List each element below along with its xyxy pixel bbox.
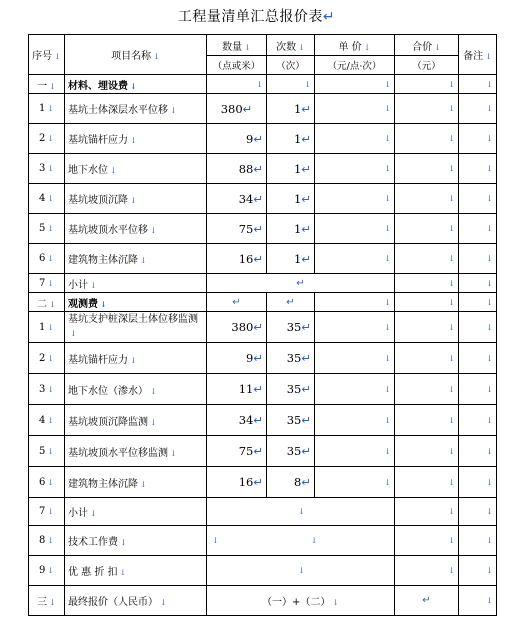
row-item: 基坑坡顶沉降监测 ↓ <box>65 405 207 436</box>
cell-empty: ↓ <box>395 526 459 556</box>
row-total: ↓ <box>395 154 459 184</box>
row-total: ↓ <box>395 94 459 124</box>
subtotal1-value: ↵ <box>207 274 395 293</box>
row-note: ↓ <box>459 124 497 154</box>
subtotal2-label: 小计 ↓ <box>65 498 207 526</box>
row-seq: 1 ↓ <box>29 94 65 124</box>
row-seq: 3 ↓ <box>29 154 65 184</box>
row-total: ↓ <box>395 184 459 214</box>
row-note: ↓ <box>459 312 497 343</box>
row-item: 基坑支护桩深层土体位移监测↓ <box>65 312 207 343</box>
cell-empty: ↓ <box>459 498 497 526</box>
subtotal1-seq: 7 ↓ <box>29 274 65 293</box>
cell-empty: ↓ <box>395 556 459 586</box>
table-row <box>29 405 497 436</box>
row-price: ↓ <box>315 244 395 274</box>
row-note: ↓ <box>459 467 497 498</box>
section2-seq: 二 ↓ <box>29 293 65 312</box>
cell-empty: ↓ <box>395 498 459 526</box>
row-total: ↓ <box>395 405 459 436</box>
row-item: 基坑锚杆应力 ↓ <box>65 124 207 154</box>
subtotal2-seq: 7 ↓ <box>29 498 65 526</box>
row-price: ↓ <box>315 154 395 184</box>
row-total: ↓ <box>395 374 459 405</box>
row-qty: 380↵ <box>207 94 267 124</box>
table-row <box>29 244 497 274</box>
row-note: ↓ <box>459 154 497 184</box>
row-price: ↓ <box>315 467 395 498</box>
row-price: ↓ <box>315 405 395 436</box>
discount-label: 优 惠 折 扣 ↓ <box>65 556 207 586</box>
row-total: ↓ <box>395 214 459 244</box>
final-formula: （一）+（二） ↓ <box>207 586 395 616</box>
row-total: ↓ <box>395 467 459 498</box>
row-qty: 11↵ <box>207 374 267 405</box>
row-seq: 1 ↓ <box>29 312 65 343</box>
row-total: ↓ <box>395 312 459 343</box>
discount-row <box>29 556 497 586</box>
header-times: 次数 ↓ <box>267 35 315 56</box>
row-times: 1↵ <box>267 214 315 244</box>
row-item: 基坑锚杆应力 ↓ <box>65 343 207 374</box>
table-row <box>29 154 497 184</box>
header-row-1 <box>29 35 497 56</box>
header-times-unit: （次） <box>267 56 315 75</box>
return-mark-icon: ↵ <box>322 9 336 25</box>
row-seq: 3 ↓ <box>29 374 65 405</box>
row-note: ↓ <box>459 343 497 374</box>
table-row <box>29 312 497 343</box>
row-note: ↓ <box>459 184 497 214</box>
cell-empty: ↓ <box>395 293 459 312</box>
row-item: 建筑物主体沉降 ↓ <box>65 244 207 274</box>
row-note: ↓ <box>459 436 497 467</box>
row-times: 1↵ <box>267 244 315 274</box>
row-qty: 16↵ <box>207 244 267 274</box>
row-seq: 4 ↓ <box>29 184 65 214</box>
row-price: ↓ <box>315 94 395 124</box>
cell-empty: ↓ <box>459 75 497 94</box>
header-item: 项目名称 ↓ <box>65 35 207 75</box>
row-note: ↓ <box>459 374 497 405</box>
row-qty: 380↵ <box>207 312 267 343</box>
cell-empty: ↓ <box>315 75 395 94</box>
cell-empty: ↵ <box>267 293 315 312</box>
row-price: ↓ <box>315 124 395 154</box>
header-qty-unit: （点或米） <box>207 56 267 75</box>
table-row <box>29 124 497 154</box>
row-seq: 6 ↓ <box>29 467 65 498</box>
section1-seq: 一 ↓ <box>29 75 65 94</box>
row-seq: 2 ↓ <box>29 124 65 154</box>
row-total: ↓ <box>395 343 459 374</box>
row-item: 基坑土体深层水平位移 ↓ <box>65 94 207 124</box>
row-qty: 88↵ <box>207 154 267 184</box>
quotation-table <box>28 34 497 616</box>
row-price: ↓ <box>315 374 395 405</box>
final-seq: 三 ↓ <box>29 586 65 616</box>
header-seq: 序号 ↓ <box>29 35 65 75</box>
table-row <box>29 94 497 124</box>
row-total: ↓ <box>395 244 459 274</box>
subtotal1-row <box>29 274 497 293</box>
cell-empty: ↵ <box>207 293 267 312</box>
cell-empty: ↓ <box>395 274 459 293</box>
row-item: 基坑坡顶沉降 ↓ <box>65 184 207 214</box>
table-row <box>29 436 497 467</box>
row-qty: 75↵ <box>207 214 267 244</box>
row-item: 地下水位 ↓ <box>65 154 207 184</box>
cell-empty: ↓ <box>459 556 497 586</box>
cell-empty: ↓ <box>459 526 497 556</box>
row-times: 1↵ <box>267 184 315 214</box>
row-qty: 34↵ <box>207 405 267 436</box>
final-label: 最终报价（人民币） ↓ <box>65 586 207 616</box>
row-note: ↓ <box>459 405 497 436</box>
header-total: 合价 ↓ <box>395 35 459 56</box>
cell-empty: ↓ <box>207 75 267 94</box>
row-qty: 9↵ <box>207 343 267 374</box>
row-qty: 75↵ <box>207 436 267 467</box>
discount-seq: 9 ↓ <box>29 556 65 586</box>
tech-fee-seq: 8 ↓ <box>29 526 65 556</box>
row-times: 35↵ <box>267 374 315 405</box>
row-total: ↓ <box>395 124 459 154</box>
row-qty: 9↵ <box>207 124 267 154</box>
row-qty: 16↵ <box>207 467 267 498</box>
row-note: ↓ <box>459 244 497 274</box>
row-seq: 6 ↓ <box>29 244 65 274</box>
cell-empty: ↓ <box>459 293 497 312</box>
section1-row <box>29 75 497 94</box>
row-price: ↓ <box>315 312 395 343</box>
page-title <box>0 6 513 26</box>
row-times: 35↵ <box>267 312 315 343</box>
section1-label: 材料、埋设费 ↓ <box>65 75 207 94</box>
table-row <box>29 214 497 244</box>
cell-empty: ↓ <box>395 75 459 94</box>
row-seq: 4 ↓ <box>29 405 65 436</box>
row-times: 1↵ <box>267 154 315 184</box>
title-text: 工程量清单汇总报价表 <box>177 9 323 25</box>
row-times: 1↵ <box>267 124 315 154</box>
row-note: ↓ <box>459 94 497 124</box>
subtotal2-row <box>29 498 497 526</box>
row-price: ↓ <box>315 343 395 374</box>
cell-empty: ↓ <box>459 274 497 293</box>
row-seq: 2 ↓ <box>29 343 65 374</box>
row-total: ↓ <box>395 436 459 467</box>
table-row <box>29 184 497 214</box>
row-price: ↓ <box>315 184 395 214</box>
cell-empty: ↓ <box>267 75 315 94</box>
tech-fee-label: 技术工作费 ↓ <box>65 526 207 556</box>
row-seq: 5 ↓ <box>29 436 65 467</box>
discount-value: ↓ <box>207 556 395 586</box>
subtotal1-label: 小计 ↓ <box>65 274 207 293</box>
table-row <box>29 343 497 374</box>
row-times: 35↵ <box>267 436 315 467</box>
section2-row <box>29 293 497 312</box>
table-row <box>29 374 497 405</box>
row-note: ↓ <box>459 214 497 244</box>
row-item: 建筑物主体沉降 ↓ <box>65 467 207 498</box>
row-times: 35↵ <box>267 405 315 436</box>
section2-label: 观测费 ↓ <box>65 293 207 312</box>
header-note: 备注 ↓ <box>459 35 497 75</box>
row-price: ↓ <box>315 436 395 467</box>
cell-empty: ↓ <box>459 586 497 616</box>
row-item: 地下水位（渗水） ↓ <box>65 374 207 405</box>
row-price: ↓ <box>315 214 395 244</box>
header-price: 单 价 ↓ <box>315 35 395 56</box>
row-item: 基坑坡顶水平位移 ↓ <box>65 214 207 244</box>
subtotal2-value: ↓ <box>207 498 395 526</box>
final-total: ↵ <box>395 586 459 616</box>
row-times: 35↵ <box>267 343 315 374</box>
row-seq: 5 ↓ <box>29 214 65 244</box>
row-times: 1↵ <box>267 94 315 124</box>
tech-fee-value: ↓ ↓ <box>207 526 395 556</box>
row-times: 8↵ <box>267 467 315 498</box>
row-item: 基坑坡顶水平位移监测 ↓ <box>65 436 207 467</box>
tech-fee-row <box>29 526 497 556</box>
row-qty: 34↵ <box>207 184 267 214</box>
cell-empty: ↓ <box>315 293 395 312</box>
final-row <box>29 586 497 616</box>
header-total-unit: （元） <box>395 56 459 75</box>
table-row <box>29 467 497 498</box>
header-price-unit: （元/点·次） <box>315 56 395 75</box>
header-qty: 数量 ↓ <box>207 35 267 56</box>
